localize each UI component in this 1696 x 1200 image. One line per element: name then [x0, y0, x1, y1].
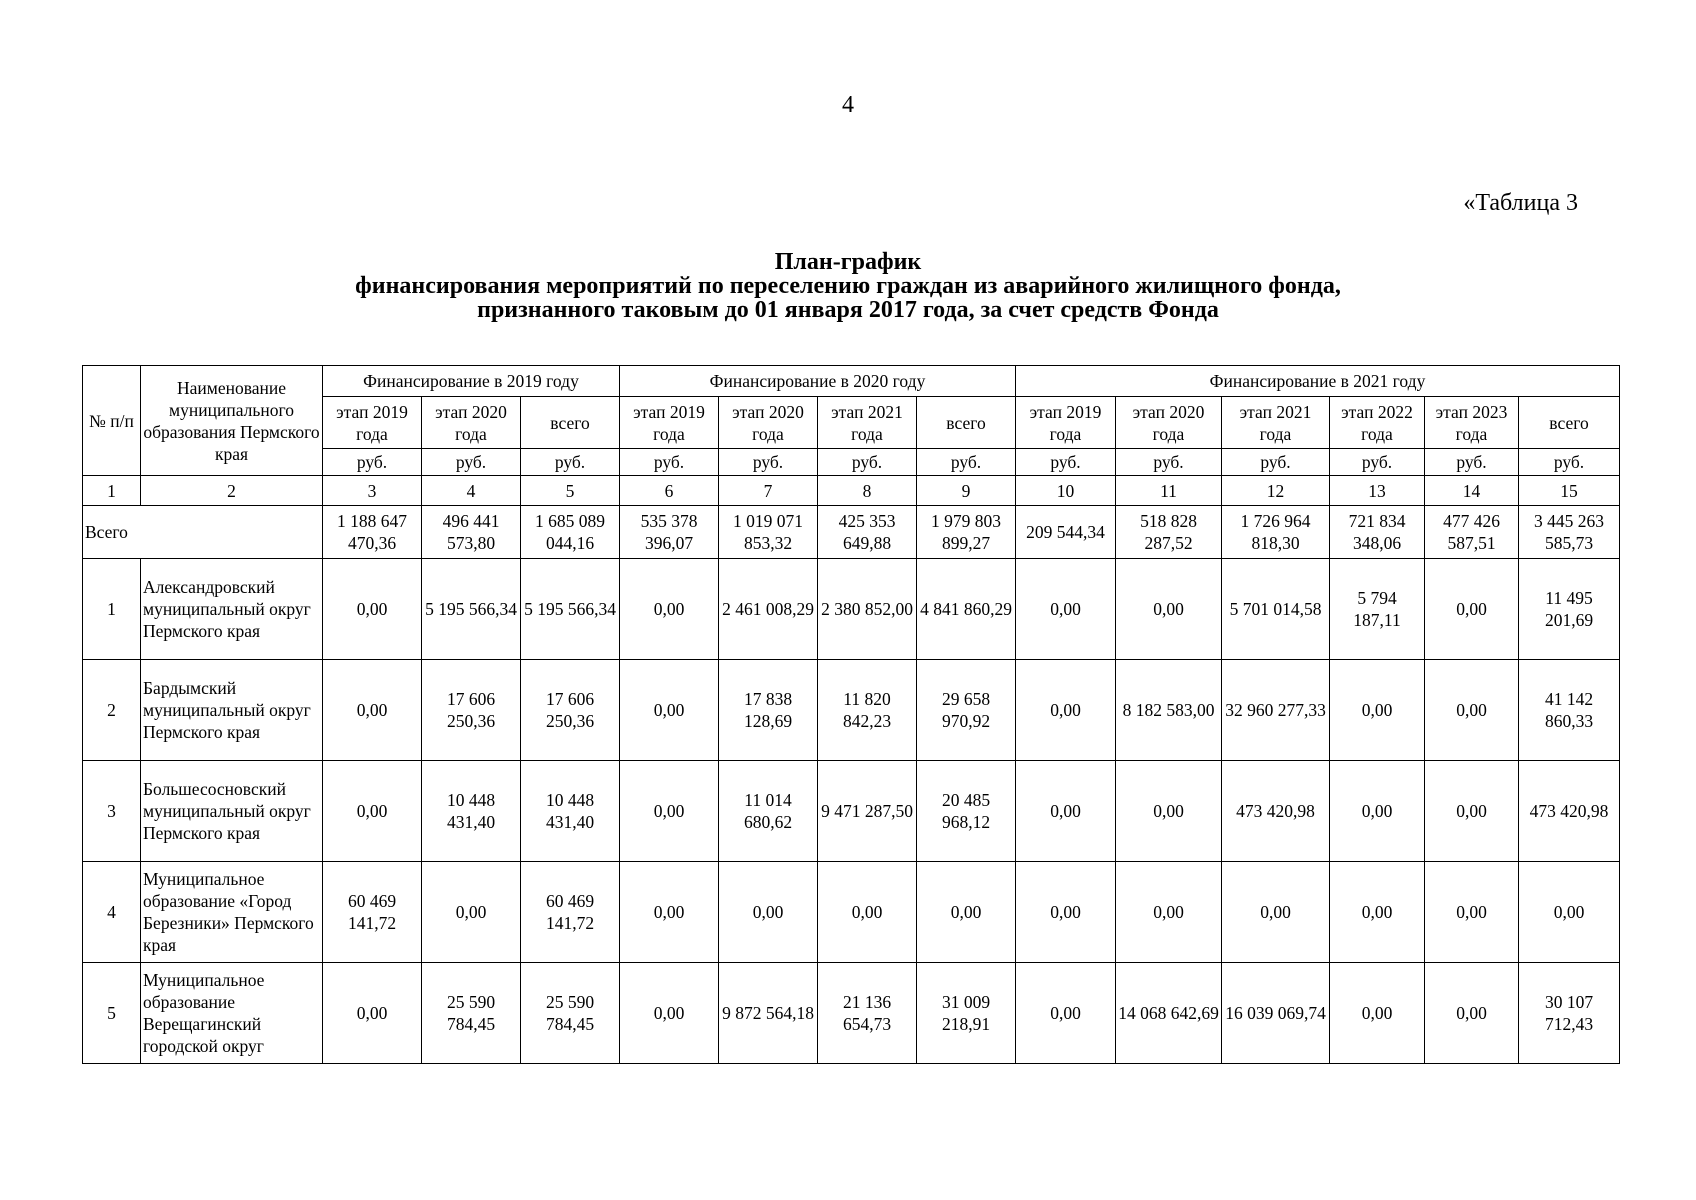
table-row	[83, 862, 1620, 963]
column-number: 4	[422, 476, 521, 506]
amount-cell: 0,00	[1330, 963, 1425, 1064]
header-group-2019: Финансирование в 2019 году	[323, 366, 620, 397]
header-num: № п/п	[83, 366, 141, 476]
header-unit: руб.	[1116, 449, 1222, 476]
amount-cell: 25 590 784,45	[521, 963, 620, 1064]
amount-cell: 21 136 654,73	[818, 963, 917, 1064]
header-unit: руб.	[1330, 449, 1425, 476]
amount-cell: 0,00	[1116, 559, 1222, 660]
amount-cell: 0,00	[1330, 660, 1425, 761]
amount-cell: 0,00	[620, 862, 719, 963]
total-label: Всего	[83, 506, 323, 559]
amount-cell: 0,00	[917, 862, 1016, 963]
table-row	[83, 761, 1620, 862]
amount-cell: 0,00	[422, 862, 521, 963]
amount-cell: 31 009 218,91	[917, 963, 1016, 1064]
amount-cell: 0,00	[1016, 761, 1116, 862]
amount-cell: 2 380 852,00	[818, 559, 917, 660]
amount-cell: 0,00	[1116, 761, 1222, 862]
amount-cell: 25 590 784,45	[422, 963, 521, 1064]
amount-cell: 30 107 712,43	[1519, 963, 1620, 1064]
amount-cell: 0,00	[818, 862, 917, 963]
table-row	[83, 660, 1620, 761]
header-group-2020: Финансирование в 2020 году	[620, 366, 1016, 397]
amount-cell: 0,00	[1222, 862, 1330, 963]
amount-cell: 29 658 970,92	[917, 660, 1016, 761]
amount-cell: 5 701 014,58	[1222, 559, 1330, 660]
total-value: 477 426 587,51	[1425, 506, 1519, 559]
header-subcolumn: этап 2020 года	[719, 397, 818, 449]
total-value: 518 828 287,52	[1116, 506, 1222, 559]
header-subcolumn: этап 2021 года	[1222, 397, 1330, 449]
amount-cell: 5 195 566,34	[422, 559, 521, 660]
amount-cell: 17 606 250,36	[422, 660, 521, 761]
amount-cell: 17 838 128,69	[719, 660, 818, 761]
total-value: 209 544,34	[1016, 506, 1116, 559]
amount-cell: 11 014 680,62	[719, 761, 818, 862]
amount-cell: 0,00	[1016, 559, 1116, 660]
header-subcolumn: всего	[917, 397, 1016, 449]
row-number: 5	[83, 963, 141, 1064]
header-subcolumn: этап 2020 года	[1116, 397, 1222, 449]
amount-cell: 0,00	[620, 660, 719, 761]
amount-cell: 9 872 564,18	[719, 963, 818, 1064]
header-subcolumn: этап 2020 года	[422, 397, 521, 449]
column-number: 1	[83, 476, 141, 506]
amount-cell: 0,00	[323, 761, 422, 862]
amount-cell: 473 420,98	[1222, 761, 1330, 862]
column-number: 7	[719, 476, 818, 506]
amount-cell: 0,00	[620, 559, 719, 660]
column-number: 14	[1425, 476, 1519, 506]
amount-cell: 0,00	[1519, 862, 1620, 963]
header-subcolumn: этап 2019 года	[620, 397, 719, 449]
amount-cell: 60 469 141,72	[521, 862, 620, 963]
header-subcolumn: всего	[521, 397, 620, 449]
header-row-groups	[83, 366, 1620, 397]
amount-cell: 14 068 642,69	[1116, 963, 1222, 1064]
amount-cell: 0,00	[323, 660, 422, 761]
row-number: 2	[83, 660, 141, 761]
amount-cell: 0,00	[1016, 963, 1116, 1064]
amount-cell: 9 471 287,50	[818, 761, 917, 862]
total-value: 1 019 071 853,32	[719, 506, 818, 559]
amount-cell: 0,00	[1425, 761, 1519, 862]
amount-cell: 2 461 008,29	[719, 559, 818, 660]
header-name: Наименование муниципального образования Пермского края	[141, 366, 323, 476]
total-value: 1 726 964 818,30	[1222, 506, 1330, 559]
amount-cell: 20 485 968,12	[917, 761, 1016, 862]
header-unit: руб.	[1222, 449, 1330, 476]
amount-cell: 0,00	[620, 761, 719, 862]
amount-cell: 17 606 250,36	[521, 660, 620, 761]
table-row	[83, 559, 1620, 660]
amount-cell: 5 195 566,34	[521, 559, 620, 660]
financing-table	[82, 365, 1620, 1064]
amount-cell: 0,00	[719, 862, 818, 963]
amount-cell: 4 841 860,29	[917, 559, 1016, 660]
amount-cell: 0,00	[1116, 862, 1222, 963]
total-value: 1 685 089 044,16	[521, 506, 620, 559]
column-number: 13	[1330, 476, 1425, 506]
total-value: 721 834 348,06	[1330, 506, 1425, 559]
amount-cell: 0,00	[1016, 660, 1116, 761]
column-number: 11	[1116, 476, 1222, 506]
municipality-name: Муниципальное образование Верещагинский городской округ	[141, 963, 323, 1064]
amount-cell: 60 469 141,72	[323, 862, 422, 963]
total-value: 425 353 649,88	[818, 506, 917, 559]
amount-cell: 8 182 583,00	[1116, 660, 1222, 761]
row-number: 4	[83, 862, 141, 963]
column-number: 10	[1016, 476, 1116, 506]
amount-cell: 11 495 201,69	[1519, 559, 1620, 660]
municipality-name: Бардымский муниципальный округ Пермского края	[141, 660, 323, 761]
header-subcolumn: этап 2023 года	[1425, 397, 1519, 449]
municipality-name: Александровский муниципальный округ Пермского края	[141, 559, 323, 660]
municipality-name: Большесосновский муниципальный округ Пермского края	[141, 761, 323, 862]
amount-cell: 10 448 431,40	[521, 761, 620, 862]
amount-cell: 11 820 842,23	[818, 660, 917, 761]
total-value: 535 378 396,07	[620, 506, 719, 559]
amount-cell: 0,00	[1425, 660, 1519, 761]
amount-cell: 16 039 069,74	[1222, 963, 1330, 1064]
column-number: 15	[1519, 476, 1620, 506]
amount-cell: 10 448 431,40	[422, 761, 521, 862]
column-number: 8	[818, 476, 917, 506]
header-unit: руб.	[818, 449, 917, 476]
header-unit: руб.	[521, 449, 620, 476]
header-subcolumn: этап 2022 года	[1330, 397, 1425, 449]
header-subcolumn: этап 2021 года	[818, 397, 917, 449]
header-unit: руб.	[422, 449, 521, 476]
total-value: 3 445 263 585,73	[1519, 506, 1620, 559]
header-group-2021: Финансирование в 2021 году	[1016, 366, 1620, 397]
header-unit: руб.	[719, 449, 818, 476]
column-number: 3	[323, 476, 422, 506]
column-number: 6	[620, 476, 719, 506]
financing-table-wrapper	[82, 365, 1620, 1064]
total-value: 1 979 803 899,27	[917, 506, 1016, 559]
amount-cell: 0,00	[1425, 559, 1519, 660]
amount-cell: 32 960 277,33	[1222, 660, 1330, 761]
page-number: 4	[842, 92, 854, 118]
table-row	[83, 963, 1620, 1064]
column-number: 9	[917, 476, 1016, 506]
header-row-column-numbers	[83, 476, 1620, 506]
amount-cell: 5 794 187,11	[1330, 559, 1425, 660]
title-line-1: План-график	[774, 249, 922, 275]
amount-cell: 0,00	[1330, 862, 1425, 963]
header-subcolumn: этап 2019 года	[1016, 397, 1116, 449]
amount-cell: 0,00	[323, 963, 422, 1064]
total-row	[83, 506, 1620, 559]
amount-cell: 0,00	[1425, 862, 1519, 963]
municipality-name: Муниципальное образование «Город Березники» Пермского края	[141, 862, 323, 963]
column-number: 2	[141, 476, 323, 506]
header-unit: руб.	[917, 449, 1016, 476]
amount-cell: 0,00	[620, 963, 719, 1064]
amount-cell: 0,00	[1016, 862, 1116, 963]
total-value: 496 441 573,80	[422, 506, 521, 559]
header-subcolumn: этап 2019 года	[323, 397, 422, 449]
header-unit: руб.	[1425, 449, 1519, 476]
header-unit: руб.	[1519, 449, 1620, 476]
amount-cell: 0,00	[1425, 963, 1519, 1064]
amount-cell: 0,00	[323, 559, 422, 660]
column-number: 12	[1222, 476, 1330, 506]
table-caption: «Таблица 3	[1463, 190, 1578, 216]
row-number: 3	[83, 761, 141, 862]
header-subcolumn: всего	[1519, 397, 1620, 449]
total-value: 1 188 647 470,36	[323, 506, 422, 559]
amount-cell: 473 420,98	[1519, 761, 1620, 862]
header-unit: руб.	[323, 449, 422, 476]
header-unit: руб.	[620, 449, 719, 476]
amount-cell: 41 142 860,33	[1519, 660, 1620, 761]
document-title	[0, 250, 1696, 322]
header-unit: руб.	[1016, 449, 1116, 476]
row-number: 1	[83, 559, 141, 660]
amount-cell: 0,00	[1330, 761, 1425, 862]
title-line-2: финансирования мероприятий по переселению граждан из аварийного жилищного фонда,	[355, 273, 1341, 299]
column-number: 5	[521, 476, 620, 506]
title-line-3: признанного таковым до 01 января 2017 года, за счет средств Фонда	[477, 297, 1219, 323]
